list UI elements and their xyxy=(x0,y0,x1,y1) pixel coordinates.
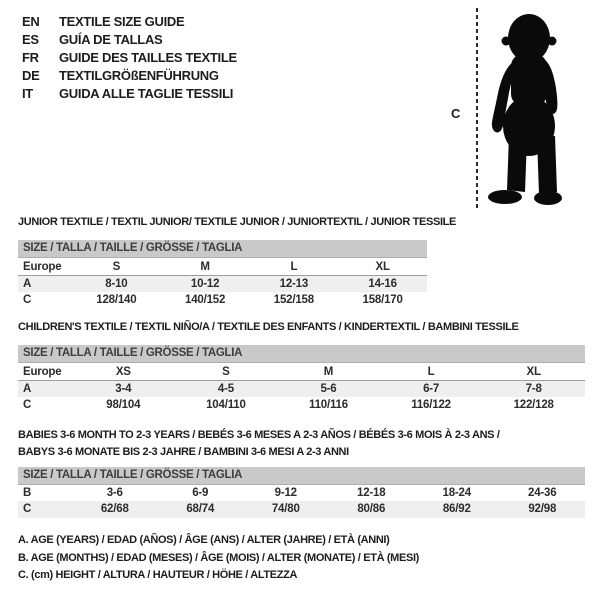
size-cell: 10-12 xyxy=(190,278,220,290)
size-header-bar: SIZE / TALLA / TAILLE / GRÖSSE / TAGLIA xyxy=(18,467,585,485)
size-header-row xyxy=(18,363,585,381)
row-label: B xyxy=(23,487,32,499)
language-label: GUIDA ALLE TAGLIE TESSILI xyxy=(59,86,234,101)
toddler-silhouette-icon xyxy=(487,8,573,208)
size-cell: 122/128 xyxy=(513,399,554,411)
size-cell: L xyxy=(290,261,298,273)
junior-table-rows xyxy=(18,258,427,309)
size-cell: 98/104 xyxy=(106,399,141,411)
table-title-line: BABYS 3-6 MONATE BIS 2-3 JAHRE / BAMBINI 3-6 MESI A 2-3 ANNI xyxy=(18,446,349,458)
footnote-line: B. AGE (MONTHS) / EDAD (MESES) / ÂGE (MOIS) / ALTER (MONATE) / ETÀ (MESI) xyxy=(18,551,419,564)
size-cell: 140/152 xyxy=(185,294,226,306)
babies-textile-section xyxy=(18,427,585,518)
language-code: DE xyxy=(22,68,40,83)
size-cell: 92/98 xyxy=(528,503,557,515)
babies-table-title xyxy=(18,427,585,461)
baby-figure xyxy=(445,6,600,216)
language-label: TEXTILE SIZE GUIDE xyxy=(59,14,185,29)
size-data-row xyxy=(18,397,585,414)
language-label: TEXTILGRÖßENFÜHRUNG xyxy=(59,68,219,83)
size-cell: 12-18 xyxy=(357,487,386,499)
size-cell: 4-5 xyxy=(217,383,234,395)
footnotes xyxy=(18,532,419,585)
language-row xyxy=(22,67,237,85)
language-code: EN xyxy=(22,14,40,29)
size-data-row xyxy=(18,381,585,397)
junior-textile-section xyxy=(18,214,457,309)
babies-table-rows xyxy=(18,485,585,518)
row-label: A xyxy=(23,383,32,395)
children-table-title xyxy=(18,319,585,336)
size-cell: 74/80 xyxy=(271,503,300,515)
row-label: C xyxy=(23,294,32,306)
language-row xyxy=(22,31,237,49)
size-header-bar: SIZE / TALLA / TAILLE / GRÖSSE / TAGLIA xyxy=(18,345,585,363)
size-cell: 3-6 xyxy=(106,487,123,499)
junior-table-title xyxy=(18,214,457,231)
size-cell: 6-7 xyxy=(423,383,440,395)
size-cell: 12-13 xyxy=(279,278,309,290)
children-table-rows xyxy=(18,363,585,414)
row-label: Europe xyxy=(23,366,62,378)
size-cell: 116/122 xyxy=(411,399,451,411)
size-data-row xyxy=(18,501,585,518)
table-title-line: CHILDREN'S TEXTILE / TEXTIL NIÑO/A / TEXTILE DES ENFANTS / KINDERTEXTIL / BAMBINI TESSILE xyxy=(18,321,519,333)
row-label: C xyxy=(23,503,32,515)
size-data-row xyxy=(18,292,427,309)
size-cell: S xyxy=(112,261,121,273)
footnote-line: A. AGE (YEARS) / EDAD (AÑOS) / ÂGE (ANS) / ALTER (JAHRE) / ETÀ (ANNI) xyxy=(18,534,390,546)
size-data-row xyxy=(18,485,585,501)
row-label: A xyxy=(23,278,32,290)
size-cell: 86/92 xyxy=(442,503,471,515)
size-cell: 18-24 xyxy=(442,487,471,499)
footnote-line: C. (cm) HEIGHT / ALTURA / HAUTEUR / HÖHE / ALTEZZA xyxy=(18,569,298,581)
size-cell: M xyxy=(200,261,210,273)
language-label: GUIDE DES TAILLES TEXTILE xyxy=(59,50,237,65)
language-row xyxy=(22,85,237,103)
size-cell: 5-6 xyxy=(320,383,337,395)
language-code: FR xyxy=(22,50,39,65)
language-code: IT xyxy=(22,86,33,101)
size-data-row xyxy=(18,276,427,292)
size-cell: 24-36 xyxy=(528,487,557,499)
size-header-bar: SIZE / TALLA / TAILLE / GRÖSSE / TAGLIA xyxy=(18,240,427,258)
height-measure-label: C xyxy=(451,106,461,121)
row-label: C xyxy=(23,399,32,411)
size-cell: S xyxy=(222,366,230,378)
size-cell: 128/140 xyxy=(96,294,137,306)
row-label: Europe xyxy=(23,261,62,273)
height-dotted-line xyxy=(476,8,478,211)
size-cell: 7-8 xyxy=(525,383,542,395)
size-cell: L xyxy=(427,366,435,378)
table-title-line: BABIES 3-6 MONTH TO 2-3 YEARS / BEBÉS 3-6 MESES A 2-3 AÑOS / BÉBÉS 3-6 MOIS À 2-3 ANS / xyxy=(18,429,500,441)
size-cell: 110/116 xyxy=(309,399,348,411)
size-cell: 3-4 xyxy=(115,383,132,395)
size-cell: 14-16 xyxy=(368,278,397,290)
language-row xyxy=(22,49,237,67)
language-row xyxy=(22,13,237,31)
size-cell: 104/110 xyxy=(206,399,246,411)
language-code: ES xyxy=(22,32,39,47)
children-textile-section xyxy=(18,319,585,414)
language-list xyxy=(22,13,237,103)
language-label: GUÍA DE TALLAS xyxy=(59,32,163,47)
size-header-row xyxy=(18,258,427,276)
size-cell: 80/86 xyxy=(357,503,386,515)
size-cell: 8-10 xyxy=(105,278,128,290)
size-cell: M xyxy=(323,366,334,378)
size-cell: 152/158 xyxy=(273,294,314,306)
size-cell: 9-12 xyxy=(274,487,297,499)
size-cell: XS xyxy=(115,366,131,378)
size-cell: 6-9 xyxy=(192,487,209,499)
table-title-line: JUNIOR TEXTILE / TEXTIL JUNIOR/ TEXTILE JUNIOR / JUNIORTEXTIL / JUNIOR TESSILE xyxy=(18,216,457,228)
size-cell: XL xyxy=(375,261,390,273)
size-cell: XL xyxy=(526,366,541,378)
size-cell: 158/170 xyxy=(362,294,403,306)
size-cell: 68/74 xyxy=(186,503,215,515)
size-cell: 62/68 xyxy=(100,503,129,515)
